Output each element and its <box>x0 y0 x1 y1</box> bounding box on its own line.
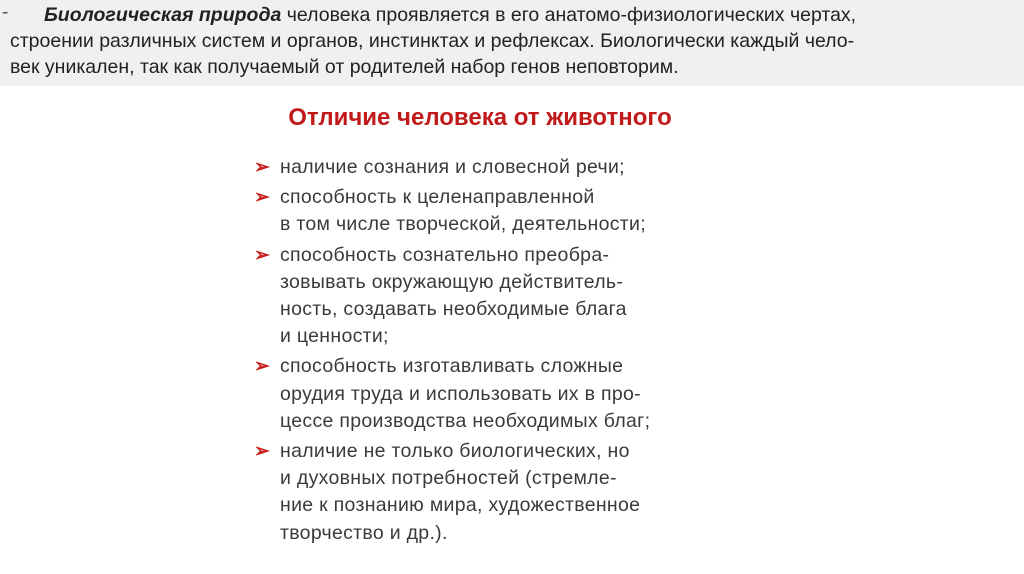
intro-line-3: век уникален, так как получаемый от родителей набор генов неповторим. <box>10 56 679 78</box>
intro-paragraph <box>10 2 1022 80</box>
list-item-line: способность изготавливать сложные <box>280 355 624 378</box>
list-item-line: ние к познанию мира, художественное <box>280 494 641 517</box>
intro-line-1: человека проявляется в его анатомо-физиологических чертах, <box>281 4 857 26</box>
intro-line-2: строении различных систем и органов, инстинктах и рефлексах. Биологически каждый чело- <box>10 30 855 52</box>
list-item-line: наличие не только биологических, но <box>280 440 630 463</box>
list-item-line: цессе производства необходимых благ; <box>280 409 651 432</box>
list-item-line: и духовных потребностей (стремле- <box>280 467 617 490</box>
list-item <box>252 154 702 181</box>
list-item-line: ность, создавать необходимые блага <box>280 298 627 321</box>
list-item-line: зовывать окружающую действитель- <box>280 270 624 293</box>
chevron-right-icon: ➢ <box>254 187 271 209</box>
section-heading: Отличие человека от животного <box>288 104 672 131</box>
list-item <box>252 438 702 547</box>
chevron-right-icon: ➢ <box>254 157 271 178</box>
list-item <box>252 353 702 435</box>
list-item-line: в том числе творческой, деятельности; <box>280 213 646 236</box>
chevron-right-icon: ➢ <box>254 356 271 378</box>
dash-mark: - <box>2 2 9 23</box>
list-item-line: орудия труда и использовать их в про- <box>280 382 641 405</box>
intro-bold-term: Биологическая природа <box>44 4 282 26</box>
list-item <box>252 184 702 238</box>
list-item-line: способность сознательно преобра- <box>280 243 610 266</box>
chevron-right-icon: ➢ <box>254 244 271 266</box>
list-item-line: творчество и др.). <box>280 521 448 544</box>
list-item-line: и ценности; <box>280 325 389 348</box>
chevron-right-icon: ➢ <box>254 441 271 463</box>
list-item <box>252 242 702 351</box>
list-item-line: наличие сознания и словесной речи; <box>280 156 625 178</box>
differences-list <box>252 154 702 550</box>
list-item-line: способность к целенаправленной <box>280 186 595 209</box>
